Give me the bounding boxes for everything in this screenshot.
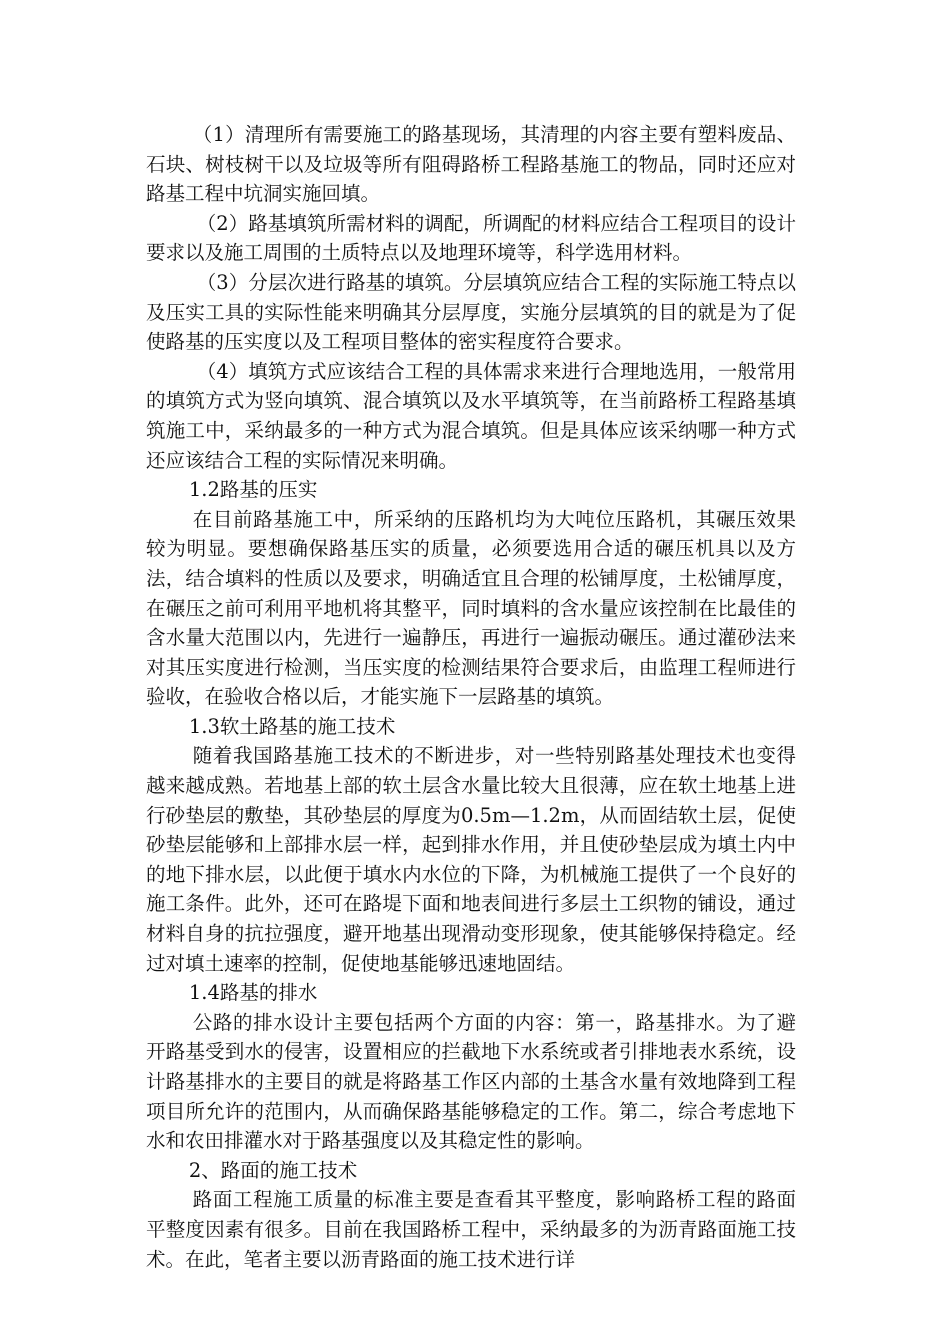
paragraph-pavement: 路面工程施工质量的标准主要是查看其平整度，影响路桥工程的路面平整度因素有很多。目前在我国路桥工程中，采纳最多的为沥青路面施工技术。在此，笔者主要以沥青路面的施工技术进行详 <box>146 1188 796 1271</box>
document-body <box>146 120 796 1274</box>
section-heading-2: 2、路面的施工技术 <box>188 1158 358 1182</box>
paragraph-compaction: 在目前路基施工中，所采纳的压路机均为大吨位压路机，其碾压效果较为明显。要想确保路基压实的质量，必须要选用合适的碾压机具以及方法，结合填料的性质以及要求，明确适宜且合理的松铺厚度，土松铺厚度，在碾压之前可利用平地机将其整平，同时填料的含水量应该控制在比最佳的含水量大范围以内，先进行一遍静压，再进行一遍振动碾压。通过灌砂法来对其压实度进行检测，当压实度的检测结果符合要求后，由监理工程师进行验收，在验收合格以后，才能实施下一层路基的填筑。 <box>146 507 796 709</box>
section-heading-1-2: 1.2路基的压实 <box>188 478 318 502</box>
paragraph-step-4: （4）填筑方式应该结合工程的具体需求来进行合理地选用，一般常用的填筑方式为竖向填筑、混合填筑以及水平填筑等，在当前路桥工程路基填筑施工中，采纳最多的一种方式为混合填筑。但是具体应该采纳哪一种方式还应该结合工程的实际情况来明确。 <box>146 359 796 472</box>
section-heading-1-4: 1.4路基的排水 <box>188 981 318 1005</box>
paragraph-step-3: （3）分层次进行路基的填筑。分层填筑应结合工程的实际施工特点以及压实工具的实际性能来明确其分层厚度，实施分层填筑的目的就是为了促使路基的压实度以及工程项目整体的密实程度符合要求。 <box>146 270 796 354</box>
section-heading-1-3: 1.3软土路基的施工技术 <box>188 714 396 738</box>
paragraph-drainage: 公路的排水设计主要包括两个方面的内容：第一，路基排水。为了避开路基受到水的侵害，设置相应的拦截地下水系统或者引排地表水系统，设计路基排水的主要目的就是将路基工作区内部的土基含水量有效地降到工程项目所允许的范围内，从而确保路基能够稳定的工作。第二，综合考虑地下水和农田排灌水对于路基强度以及其稳定性的影响。 <box>146 1010 796 1153</box>
paragraph-soft-soil: 随着我国路基施工技术的不断进步，对一些特别路基处理技术也变得越来越成熟。若地基上部的软土层含水量比较大且很薄，应在软土地基上进行砂垫层的敷垫，其砂垫层的厚度为0.5m—1.2m，从而固结软土层，促使砂垫层能够和上部排水层一样，起到排水作用，并且使砂垫层成为填土内中的地下排水层，以此便于填水内水位的下降，为机械施工提供了一个良好的施工条件。此外，还可在路堤下面和地表间进行多层土工织物的铺设，通过材料自身的抗拉强度，避开地基出现滑动变形现象，使其能够保持稳定。经过对填土速率的控制，促使地基能够迅速地固结。 <box>146 744 796 975</box>
paragraph-step-1: （1）清理所有需要施工的路基现场，其清理的内容主要有塑料废品、石块、树枝树干以及垃圾等所有阻碍路桥工程路基施工的物品，同时还应对路基工程中坑洞实施回填。 <box>146 123 796 206</box>
paragraph-step-2: （2）路基填筑所需材料的调配，所调配的材料应结合工程项目的设计要求以及施工周围的土质特点以及地理环境等，科学选用材料。 <box>146 211 796 265</box>
